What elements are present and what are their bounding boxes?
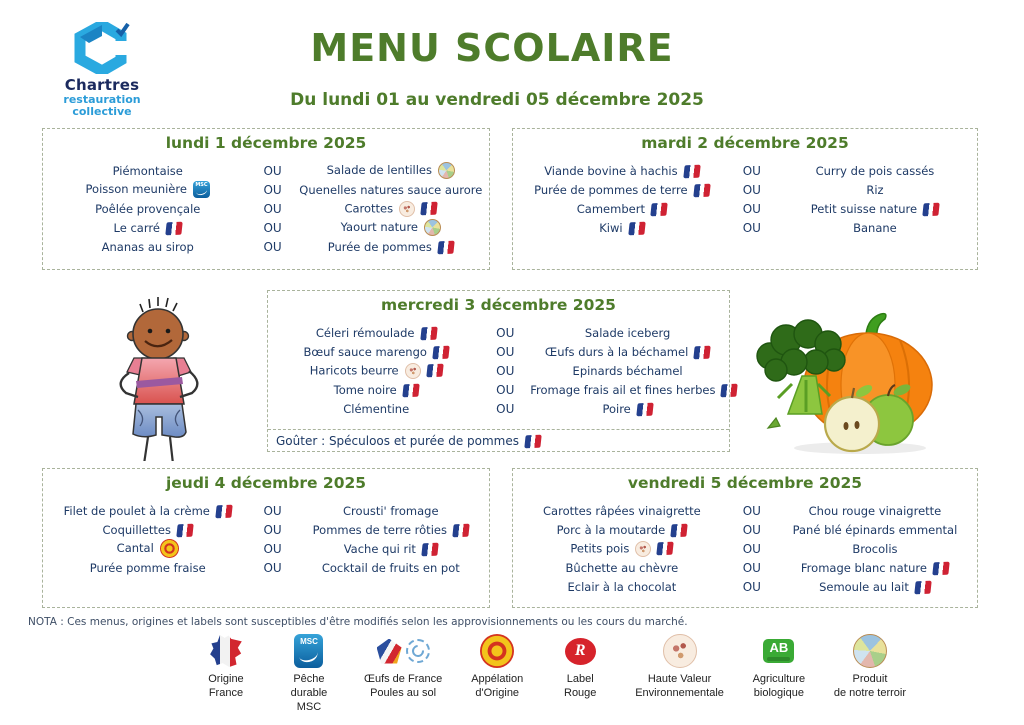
or-separator: OU xyxy=(263,503,282,518)
menu-row xyxy=(47,199,485,218)
dish-text: Banane xyxy=(853,220,897,235)
french-flag-icon xyxy=(932,561,949,575)
menu-row xyxy=(517,501,973,520)
dish-left xyxy=(272,345,480,359)
dish-text: Carottes râpées vinaigrette xyxy=(543,503,701,518)
menu-row xyxy=(517,520,973,539)
legend-msc xyxy=(281,632,337,714)
french-flag-icon xyxy=(922,202,939,216)
dish-text: Carottes xyxy=(344,201,394,215)
or-separator: OU xyxy=(742,182,761,197)
day-title: mercredi 3 décembre 2025 xyxy=(381,296,616,314)
hve-label-icon xyxy=(405,363,421,379)
or-separator: OU xyxy=(742,522,761,537)
dish-left xyxy=(47,561,248,575)
origine-france-icon xyxy=(209,635,242,667)
menu-row xyxy=(517,218,973,237)
or-separator: OU xyxy=(263,541,282,556)
menu-row xyxy=(517,539,973,558)
menu-rows xyxy=(513,501,977,596)
or-separator: OU xyxy=(742,579,761,594)
french-flag-icon xyxy=(421,542,438,556)
or-separator: OU xyxy=(263,522,282,537)
dish-right xyxy=(777,202,973,216)
dish-text: Eclair à la chocolat xyxy=(567,579,677,594)
hve-label-icon xyxy=(399,201,415,217)
dish-text: Céleri rémoulade xyxy=(315,325,415,340)
legend-origine-france xyxy=(198,632,254,701)
menu-row xyxy=(47,558,485,577)
dish-text: Tome noire xyxy=(333,382,397,397)
dish-text: Haricots beurre xyxy=(309,363,399,377)
labels-legend xyxy=(80,632,1024,714)
dish-text: Kiwi xyxy=(599,220,623,235)
legend-hve xyxy=(635,632,724,701)
dish-text: Fromage frais ail et fines herbes xyxy=(530,382,716,397)
legend-label: Label Rouge xyxy=(564,673,597,699)
menu-row xyxy=(272,342,725,361)
or-separator: OU xyxy=(496,325,515,340)
french-flag-icon xyxy=(420,326,437,340)
legend-aop xyxy=(469,632,525,701)
dish-right xyxy=(777,221,973,235)
or-separator: OU xyxy=(496,382,515,397)
day-title: mardi 2 décembre 2025 xyxy=(641,134,849,152)
dish-right xyxy=(777,164,973,178)
logo-line3: collective xyxy=(72,104,132,118)
dish-right xyxy=(297,183,485,197)
dish-text: Semoule au lait xyxy=(819,579,909,594)
gouter-text: Goûter : Spéculoos et purée de pommes xyxy=(276,433,520,448)
dish-left xyxy=(517,541,727,557)
day-title: vendredi 5 décembre 2025 xyxy=(627,474,863,492)
terroir-label-icon xyxy=(438,162,455,179)
dish-right xyxy=(530,383,725,397)
dish-text: Cantal xyxy=(116,541,154,555)
dish-right xyxy=(297,561,485,575)
dish-text: Petits pois xyxy=(570,541,630,555)
french-flag-icon xyxy=(215,504,232,518)
menu-rows xyxy=(513,161,977,237)
terroir-icon xyxy=(853,634,887,668)
menu-rows xyxy=(43,501,489,577)
dish-right xyxy=(777,504,973,518)
dish-left xyxy=(517,183,727,197)
or-separator: OU xyxy=(742,541,761,556)
gouter-row xyxy=(268,429,729,451)
or-separator: OU xyxy=(742,220,761,235)
french-flag-icon xyxy=(693,183,710,197)
day-title: lundi 1 décembre 2025 xyxy=(165,134,367,152)
dish-text: Purée de pommes de terre xyxy=(534,182,688,197)
dish-text: Yaourt nature xyxy=(340,220,418,234)
french-flag-icon xyxy=(721,383,738,397)
day-title: jeudi 4 décembre 2025 xyxy=(165,474,367,492)
legend-label-rouge xyxy=(552,632,608,701)
dish-text: Bœuf sauce marengo xyxy=(303,344,427,359)
dish-right xyxy=(777,561,973,575)
menu-rows xyxy=(268,323,729,418)
french-flag-icon xyxy=(437,240,454,254)
dish-left xyxy=(517,561,727,575)
dish-text: Riz xyxy=(866,182,884,197)
day-box-vendredi xyxy=(512,468,978,608)
dish-left xyxy=(517,202,727,216)
dish-text: Crousti' fromage xyxy=(343,503,439,518)
dish-text: Curry de pois cassés xyxy=(815,163,935,178)
dish-left xyxy=(47,539,248,558)
legend-label: Haute Valeur Environnementale xyxy=(635,673,724,699)
label-rouge-icon xyxy=(565,638,596,665)
dish-right xyxy=(777,183,973,197)
dish-left xyxy=(272,383,480,397)
menu-row xyxy=(47,501,485,520)
dish-text: Filet de poulet à la crème xyxy=(63,503,210,518)
child-illustration xyxy=(98,296,228,465)
menu-row xyxy=(47,237,485,256)
menu-row xyxy=(517,199,973,218)
menu-row xyxy=(47,161,485,180)
french-flag-icon xyxy=(650,202,667,216)
dish-text: Chou rouge vinaigrette xyxy=(808,503,942,518)
nota-text: NOTA : Ces menus, origines et labels sont susceptibles d'être modifiés selon les approvisionnements ou les cours du marché. xyxy=(28,616,688,628)
dish-right xyxy=(297,504,485,518)
legend-label: Agriculture biologique xyxy=(752,673,806,699)
french-flag-icon xyxy=(524,434,541,448)
french-flag-icon xyxy=(636,402,653,416)
dish-left xyxy=(47,504,248,518)
or-separator: OU xyxy=(496,344,515,359)
dish-right xyxy=(777,523,973,537)
dish-right xyxy=(530,364,725,378)
aop-icon xyxy=(480,634,514,668)
menu-row xyxy=(517,577,973,596)
dish-text: Coquillettes xyxy=(102,522,171,537)
page-title: MENU SCOLAIRE xyxy=(310,26,674,70)
menu-row xyxy=(517,180,973,199)
dish-left xyxy=(47,523,248,537)
dish-text: Bûchette au chèvre xyxy=(565,560,679,575)
menu-row xyxy=(272,380,725,399)
dish-right xyxy=(530,326,725,340)
menu-row xyxy=(272,361,725,380)
dish-text: Quenelles natures sauce aurore xyxy=(299,182,483,197)
day-box-mardi xyxy=(512,128,978,270)
dish-left xyxy=(47,181,248,198)
or-separator: OU xyxy=(742,560,761,575)
french-flag-icon xyxy=(657,542,674,556)
or-separator: OU xyxy=(742,163,761,178)
french-flag-icon xyxy=(628,221,645,235)
oeufs-france-icon xyxy=(377,639,402,664)
dish-text: Piémontaise xyxy=(112,163,183,178)
french-flag-icon xyxy=(420,202,437,216)
logo-name: Chartres xyxy=(64,76,140,94)
page-subtitle: Du lundi 01 au vendredi 05 décembre 2025 xyxy=(290,90,704,110)
legend-label: Origine France xyxy=(208,673,244,699)
dish-left xyxy=(517,504,727,518)
dish-right xyxy=(777,580,973,594)
french-flag-icon xyxy=(432,345,449,359)
dish-text: Vache qui rit xyxy=(343,541,416,556)
french-flag-icon xyxy=(165,221,182,235)
french-flag-icon xyxy=(452,523,469,537)
dish-text: Le carré xyxy=(113,220,160,235)
dish-text: Purée de pommes xyxy=(327,239,432,254)
terroir-label-icon xyxy=(424,219,441,236)
or-separator: OU xyxy=(263,220,282,235)
dish-text: Pané blé épinards emmental xyxy=(792,522,958,537)
dish-text: Salade de lentilles xyxy=(326,163,432,177)
dish-text: Poire xyxy=(602,401,631,416)
menu-row xyxy=(517,558,973,577)
hve-label-icon xyxy=(635,541,651,557)
dish-text: Epinards béchamel xyxy=(572,363,683,378)
msc-icon xyxy=(294,634,323,668)
dish-left xyxy=(47,240,248,254)
or-separator: OU xyxy=(263,163,282,178)
or-separator: OU xyxy=(263,182,282,197)
vegetables-illustration xyxy=(740,292,940,461)
day-box-mercredi xyxy=(267,290,730,452)
or-separator: OU xyxy=(263,201,282,216)
legend-ab xyxy=(751,632,807,701)
dish-text: Poisson meunière xyxy=(85,182,187,196)
dish-text: Poêlée provençale xyxy=(95,201,201,216)
or-separator: OU xyxy=(263,239,282,254)
french-flag-icon xyxy=(670,523,687,537)
dish-right xyxy=(297,201,485,217)
dish-left xyxy=(272,326,480,340)
day-box-jeudi xyxy=(42,468,490,608)
aop-label-icon xyxy=(160,539,179,558)
french-flag-icon xyxy=(402,383,419,397)
logo-line2: restauration xyxy=(63,92,141,106)
dish-right xyxy=(297,162,485,179)
legend-label: Œufs de France Poules au sol xyxy=(363,673,443,699)
or-separator: OU xyxy=(263,560,282,575)
dish-left xyxy=(272,363,480,379)
legend-label: Produit de notre terroir xyxy=(833,673,907,699)
dish-text: Œufs durs à la béchamel xyxy=(544,344,689,359)
dish-right xyxy=(297,542,485,556)
dish-right xyxy=(530,402,725,416)
dish-left xyxy=(47,164,248,178)
dish-left xyxy=(517,164,727,178)
menu-row xyxy=(47,218,485,237)
menu-row xyxy=(517,161,973,180)
dish-right xyxy=(777,542,973,556)
day-box-lundi xyxy=(42,128,490,270)
dish-right xyxy=(297,240,485,254)
french-flag-icon xyxy=(426,364,443,378)
or-separator: OU xyxy=(742,201,761,216)
dish-right xyxy=(297,219,485,236)
dish-text: Fromage blanc nature xyxy=(800,560,927,575)
dish-right xyxy=(530,345,725,359)
dish-left xyxy=(517,580,727,594)
dish-text: Clémentine xyxy=(343,401,410,416)
hve-icon xyxy=(663,634,697,668)
dish-left xyxy=(517,523,727,537)
dish-text: Cocktail de fruits en pot xyxy=(321,560,460,575)
dish-text: Viande bovine à hachis xyxy=(544,163,678,178)
or-separator: OU xyxy=(742,503,761,518)
dish-left xyxy=(272,402,480,416)
menu-row xyxy=(47,539,485,558)
dish-left xyxy=(47,202,248,216)
dish-right xyxy=(297,523,485,537)
menu-row xyxy=(47,520,485,539)
dish-text: Petit suisse nature xyxy=(810,201,918,216)
menu-rows xyxy=(43,161,489,256)
french-flag-icon xyxy=(694,345,711,359)
dish-text: Brocolis xyxy=(852,541,898,556)
french-flag-icon xyxy=(914,580,931,594)
dish-left xyxy=(47,221,248,235)
legend-label: Pêche durable MSC xyxy=(290,673,328,713)
dish-text: Purée pomme fraise xyxy=(89,560,206,575)
menu-row xyxy=(272,323,725,342)
french-flag-icon xyxy=(176,523,193,537)
or-separator: OU xyxy=(496,363,515,378)
dish-text: Pommes de terre rôties xyxy=(312,522,447,537)
msc-label-icon xyxy=(193,181,210,198)
menu-row xyxy=(47,180,485,199)
dish-text: Salade iceberg xyxy=(584,325,671,340)
legend-oeufs-france xyxy=(364,632,442,701)
poules-au-sol-icon xyxy=(406,639,430,663)
dish-text: Ananas au sirop xyxy=(101,239,194,254)
or-separator: OU xyxy=(496,401,515,416)
dish-text: Porc à la moutarde xyxy=(556,522,666,537)
legend-label: Appélation d'Origine xyxy=(471,673,524,699)
ab-icon xyxy=(763,639,794,663)
french-flag-icon xyxy=(683,164,700,178)
menu-row xyxy=(272,399,725,418)
dish-text: Camembert xyxy=(576,201,645,216)
dish-left xyxy=(517,221,727,235)
legend-terroir xyxy=(834,632,906,701)
